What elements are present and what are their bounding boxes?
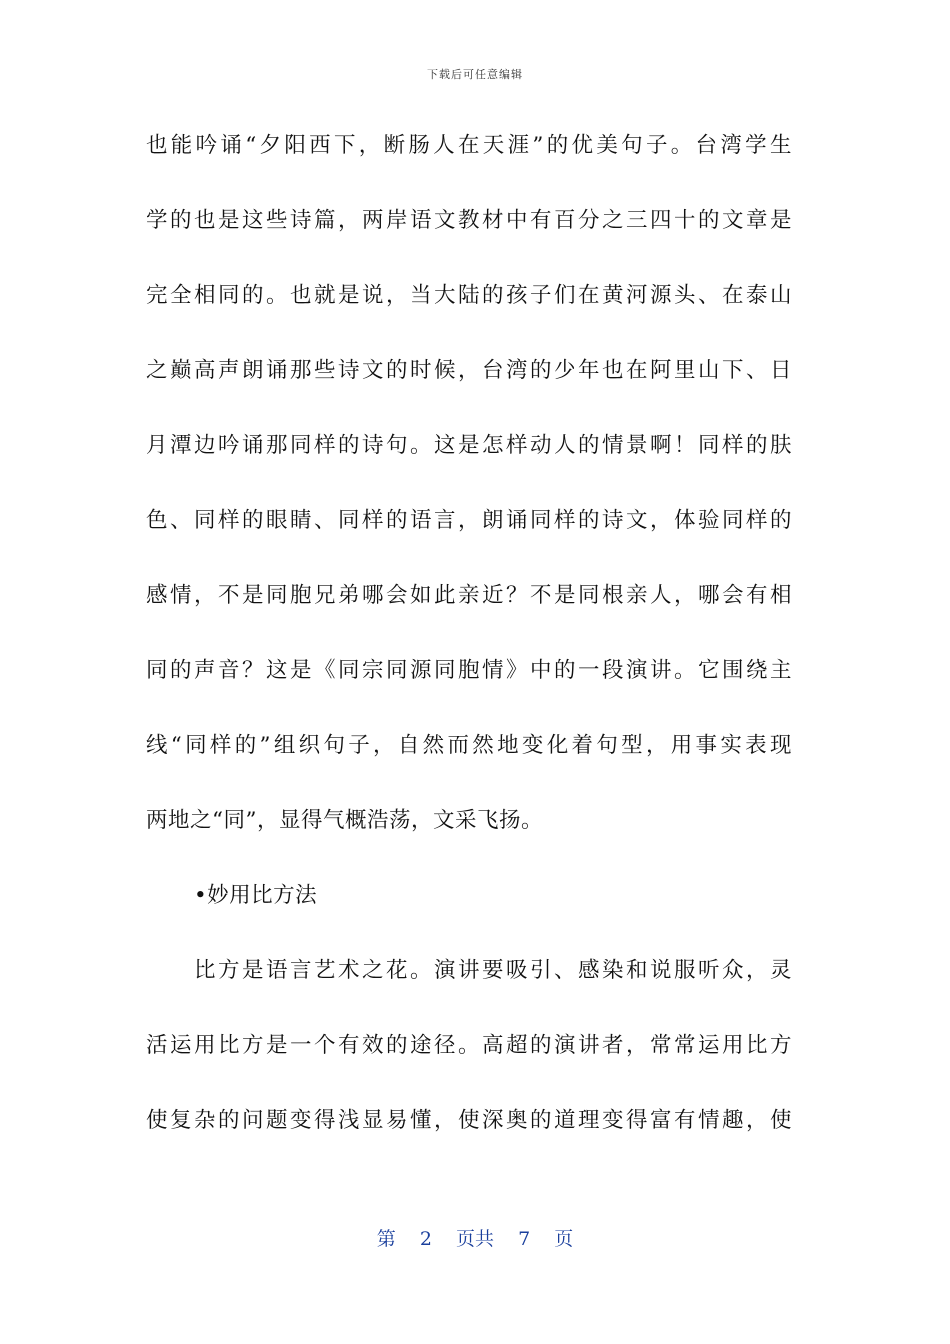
paragraph-line: 之巅高声朗诵那些诗文的时候，台湾的少年也在阿里山下、日 — [146, 358, 792, 383]
paragraph-line: 线“同样的”组织句子，自然而然地变化着句型，用事实表现 — [146, 733, 792, 758]
section-heading: •妙用比方法 — [194, 883, 318, 908]
paragraph-line: 完全相同的。也就是说，当大陆的孩子们在黄河源头、在泰山 — [146, 283, 792, 308]
paragraph-line: 学的也是这些诗篇，两岸语文教材中有百分之三四十的文章是 — [146, 208, 792, 233]
paragraph-line: 活运用比方是一个有效的途径。高超的演讲者，常常运用比方 — [146, 1033, 792, 1058]
paragraph-line: 感情，不是同胞兄弟哪会如此亲近？不是同根亲人，哪会有相 — [146, 583, 792, 608]
paragraph-line: 同的声音？这是《同宗同源同胞情》中的一段演讲。它围绕主 — [146, 658, 792, 683]
paragraph-line: 色、同样的眼睛、同样的语言，朗诵同样的诗文，体验同样的 — [146, 508, 792, 533]
page-number-footer — [0, 1224, 950, 1251]
paragraph-line: 月潭边吟诵那同样的诗句。这是怎样动人的情景啊！同样的肤 — [146, 433, 792, 458]
page-number-text: 第 2 页共 7 页 — [376, 1228, 574, 1250]
paragraph-line: 两地之“同”，显得气概浩荡，文采飞扬。 — [146, 808, 543, 833]
paragraph-line: 使复杂的问题变得浅显易懂，使深奥的道理变得富有情趣，使 — [146, 1108, 792, 1133]
document-body — [146, 120, 792, 1170]
paragraph-line: 也能吟诵“夕阳西下，断肠人在天涯”的优美句子。台湾学生 — [146, 133, 792, 158]
paragraph-line: 比方是语言艺术之花。演讲要吸引、感染和说服听众，灵 — [194, 958, 792, 983]
header-note: 下载后可任意编辑 — [427, 68, 523, 81]
